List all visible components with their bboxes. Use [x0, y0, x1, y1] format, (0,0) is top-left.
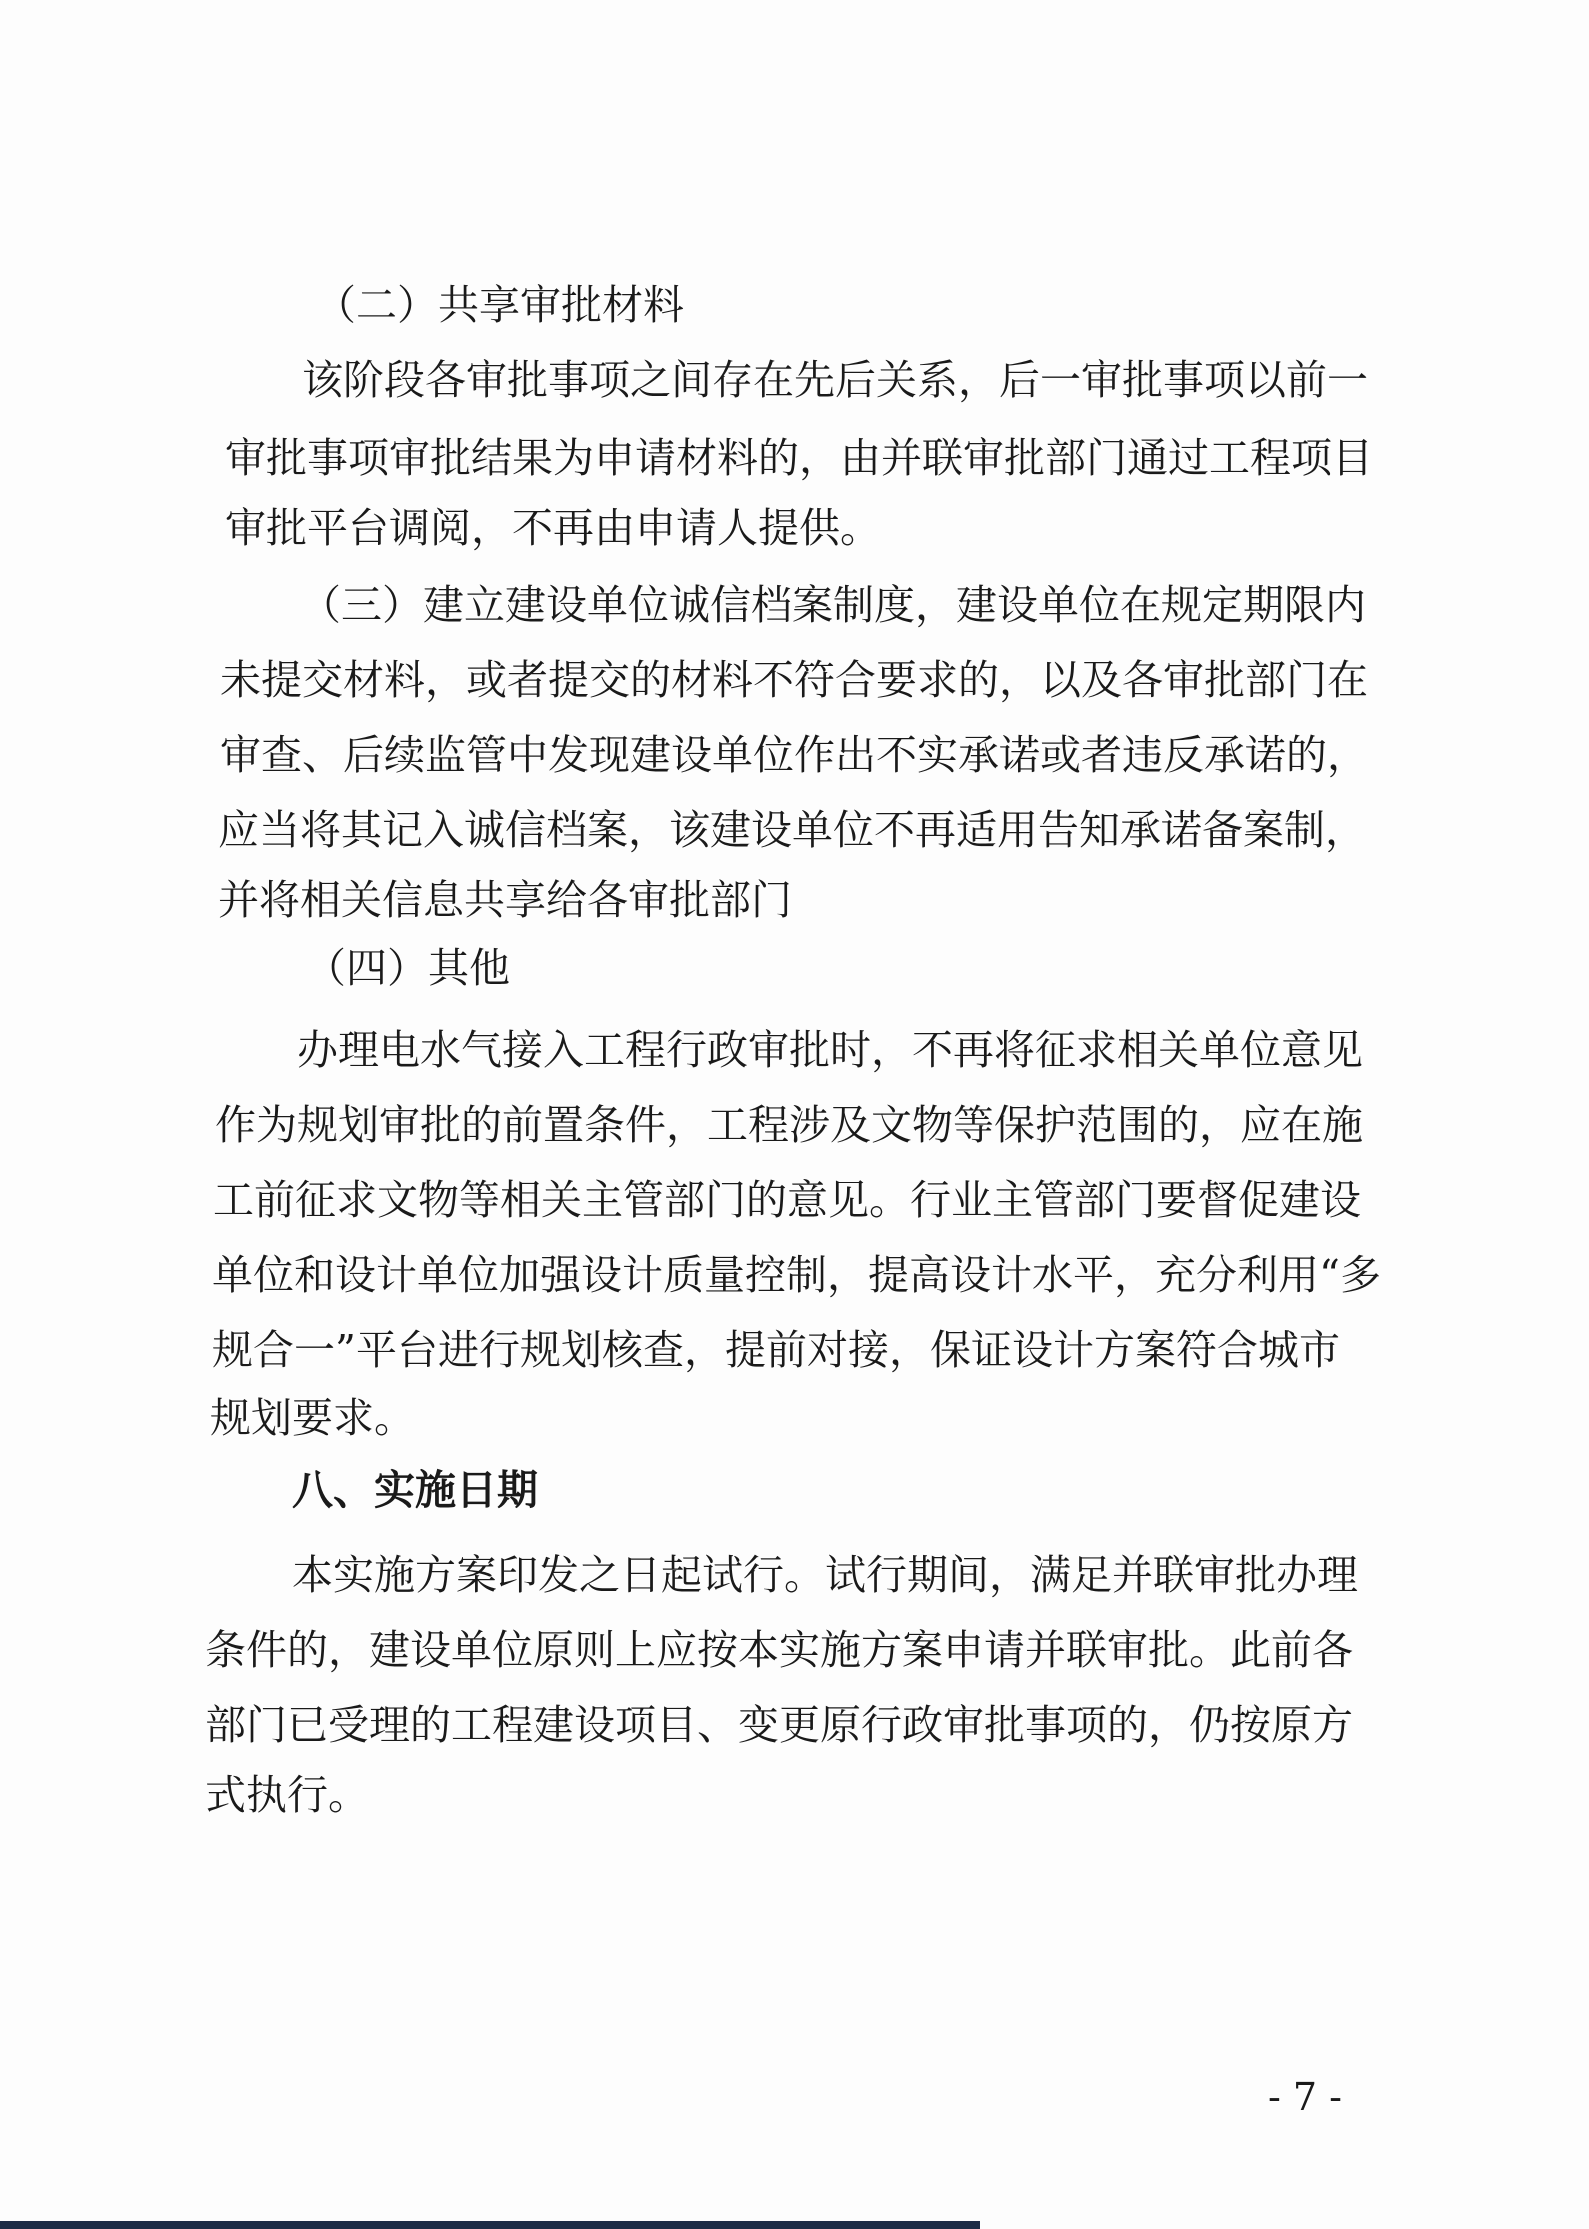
- paragraph-line: 式执行。: [205, 1771, 369, 1819]
- paragraph-line: 审查、后续监管中发现建设单位作出不实承诺或者违反承诺的，: [220, 731, 1368, 779]
- paragraph-line: 应当将其记入诚信档案，该建设单位不再适用告知承诺备案制，: [218, 806, 1366, 854]
- page-number: - 7 -: [1268, 2075, 1343, 2119]
- chapter-heading: 八、实施日期: [292, 1466, 538, 1514]
- section-heading: （四）其他: [305, 944, 510, 992]
- paragraph-line: 规划要求。: [210, 1394, 415, 1442]
- section-heading: （二）共享审批材料: [315, 281, 684, 329]
- paragraph-line: 工前征求文物等相关主管部门的意见。行业主管部门要督促建设: [213, 1176, 1361, 1224]
- paragraph-line: 部门已受理的工程建设项目、变更原行政审批事项的，仍按原方: [205, 1701, 1353, 1749]
- paragraph-line: 审批事项审批结果为申请材料的，由并联审批部门通过工程项目: [225, 434, 1373, 482]
- paragraph-line: 单位和设计单位加强设计质量控制，提高设计水平，充分利用“多: [212, 1251, 1381, 1299]
- paragraph-line: 本实施方案印发之日起试行。试行期间，满足并联审批办理: [292, 1551, 1358, 1599]
- paragraph-line: 规合一”平台进行规划核查，提前对接，保证设计方案符合城市: [212, 1326, 1340, 1374]
- paragraph-line: 作为规划审批的前置条件，工程涉及文物等保护范围的，应在施: [215, 1101, 1363, 1149]
- paragraph-line: 条件的，建设单位原则上应按本实施方案申请并联审批。此前各: [205, 1626, 1353, 1674]
- paragraph-line: 办理电水气接入工程行政审批时，不再将征求相关单位意见: [297, 1026, 1363, 1074]
- paragraph-line: 并将相关信息共享给各审批部门: [218, 876, 792, 924]
- paragraph-line: 审批平台调阅，不再由申请人提供。: [225, 504, 881, 552]
- paragraph-line: 该阶段各审批事项之间存在先后关系，后一审批事项以前一: [302, 356, 1368, 404]
- paragraph-line: （三）建立建设单位诚信档案制度，建设单位在规定期限内: [300, 581, 1366, 629]
- paragraph-line: 未提交材料，或者提交的材料不符合要求的，以及各审批部门在: [220, 656, 1368, 704]
- scan-edge-strip: [0, 2221, 980, 2229]
